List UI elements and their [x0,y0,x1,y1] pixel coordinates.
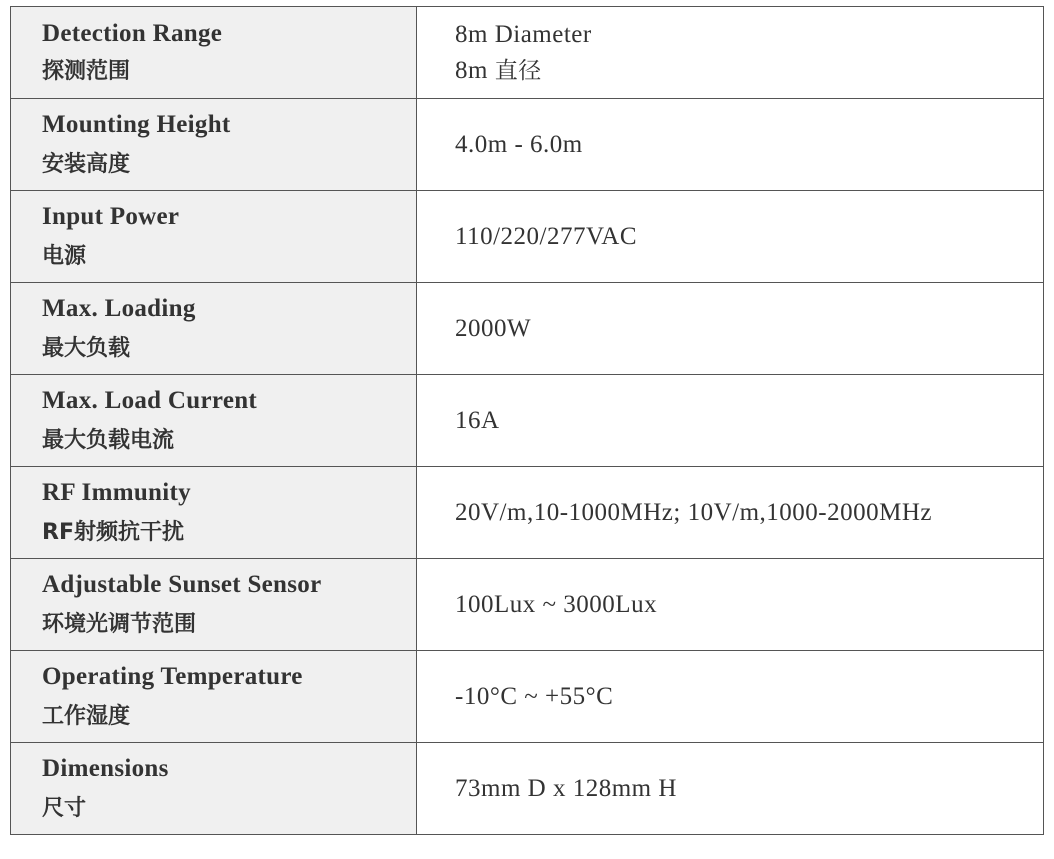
table-row [11,283,1044,375]
table-row [11,743,1044,835]
label-zh: 电源 [42,243,87,269]
label-cell [11,651,417,743]
label-cell [11,375,417,467]
spec-table [10,6,1044,835]
value-cell [417,283,1044,375]
table-row [11,191,1044,283]
value-cell [417,375,1044,467]
label-en: RF Immunity [42,478,191,506]
label-zh: 最大负载 [42,335,131,361]
label-en: Max. Loading [42,294,196,322]
label-cell [11,467,417,559]
value-text: 16A [455,406,500,434]
label-cell [11,559,417,651]
label-zh: 安装高度 [42,151,131,177]
value-text: 73mm D x 128mm H [455,774,677,802]
table-row [11,99,1044,191]
label-en: Operating Temperature [42,662,303,690]
label-en: Input Power [42,202,180,230]
label-cell [11,191,417,283]
value-text: 8m Diameter [455,20,592,48]
value-text: 2000W [455,314,532,342]
label-zh: RF射频抗干扰 [42,519,184,545]
label-en: Mounting Height [42,110,231,138]
label-en: Dimensions [42,754,169,782]
value-text: 20V/m,10-1000MHz; 10V/m,1000-2000MHz [455,498,932,526]
table-row [11,651,1044,743]
value-cell [417,559,1044,651]
value-cell [417,99,1044,191]
label-zh: 工作湿度 [42,703,131,729]
table-row [11,7,1044,99]
label-zh: 最大负载电流 [42,427,175,453]
value-cell [417,467,1044,559]
label-cell [11,743,417,835]
value-cjk: 直径 [494,57,542,84]
label-cell [11,7,417,99]
value-cell [417,191,1044,283]
label-zh: 探测范围 [42,58,131,84]
value-text: 110/220/277VAC [455,222,638,250]
value-cell [417,743,1044,835]
label-en: Max. Load Current [42,386,258,414]
value-text: 4.0m - 6.0m [455,130,583,158]
table-row [11,467,1044,559]
label-zh: 尺寸 [42,795,87,821]
label-en: Adjustable Sunset Sensor [42,570,322,598]
table-row [11,375,1044,467]
label-en: Detection Range [42,19,223,47]
value-cell [417,651,1044,743]
value-cell [417,7,1044,99]
table-row [11,559,1044,651]
label-cell [11,99,417,191]
value-prefix: 8m [455,56,495,84]
label-cell [11,283,417,375]
value-text: 100Lux ~ 3000Lux [455,590,658,618]
value-text-secondary [455,53,1043,89]
label-zh: 环境光调节范围 [42,611,197,637]
value-text: -10°C ~ +55°C [455,682,614,710]
